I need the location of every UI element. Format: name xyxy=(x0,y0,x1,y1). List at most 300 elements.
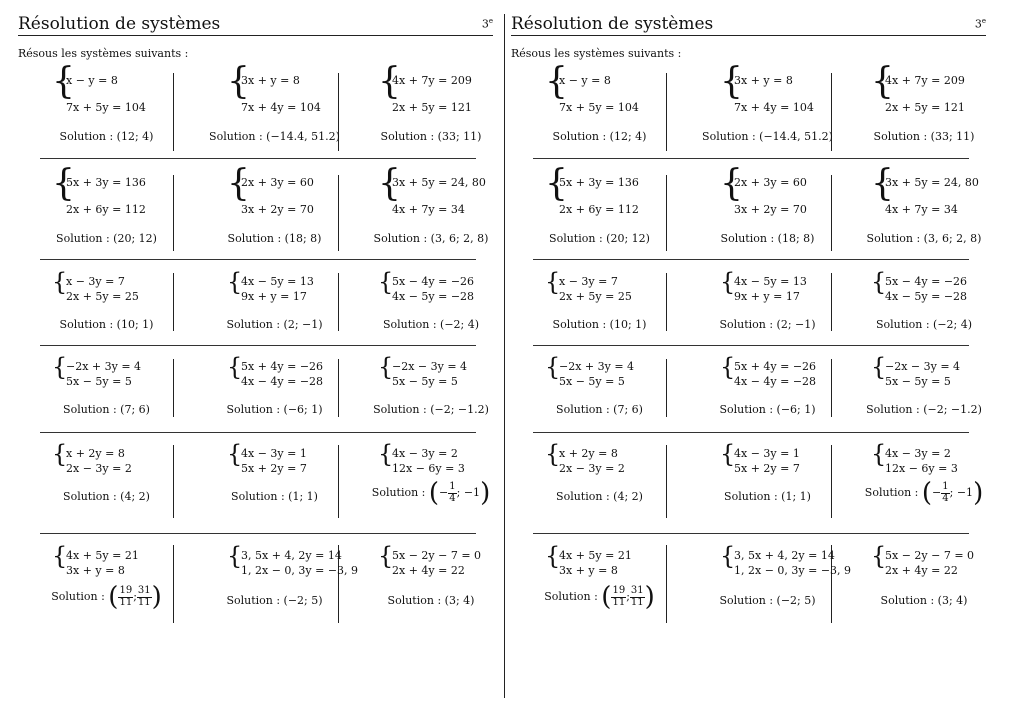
equation-2: 4x + 7y = 34 xyxy=(392,203,465,216)
instruction-text: Résous les systèmes suivants : xyxy=(511,47,682,60)
equation-1: x − y = 8 xyxy=(66,74,118,87)
column-divider xyxy=(173,273,174,331)
equation-1: 5x − 4y = −26 xyxy=(392,275,475,288)
system-exercise xyxy=(356,540,506,630)
page-title: Résolution de systèmes xyxy=(18,14,221,34)
right-paren: ) xyxy=(644,582,655,612)
system-exercise xyxy=(192,163,357,258)
column-divider xyxy=(173,175,174,251)
brace-symbol: { xyxy=(545,268,561,296)
equation-2: 2x − 3y = 2 xyxy=(559,462,625,475)
system-exercise xyxy=(685,440,850,525)
brace-symbol: { xyxy=(545,163,568,204)
exercise-row xyxy=(533,163,982,258)
fraction-denominator: 4 xyxy=(942,492,949,504)
brace-symbol: { xyxy=(871,542,887,570)
solution-value: (−14.4, 51.2) xyxy=(759,130,833,143)
page-title: Résolution de systèmes xyxy=(511,14,714,34)
solution-line xyxy=(40,582,173,612)
solution-line xyxy=(849,478,999,508)
solution-value: (12; 4) xyxy=(609,130,647,143)
solution-line xyxy=(40,130,173,143)
solution-prefix: Solution : xyxy=(556,490,610,503)
equation-2: 7x + 4y = 104 xyxy=(241,101,321,114)
equation-1: 2x + 3y = 60 xyxy=(241,176,314,189)
equation-1: 4x + 7y = 209 xyxy=(392,74,472,87)
equation-2: 1, 2x − 0, 3y = −3, 9 xyxy=(734,564,852,577)
equation-2: 4x − 4y = −28 xyxy=(241,375,324,388)
column-divider xyxy=(173,545,174,623)
system-exercise xyxy=(849,163,999,258)
solution-prefix: Solution : xyxy=(544,590,598,603)
system-exercise xyxy=(192,354,357,424)
solution-line xyxy=(685,490,850,503)
solution-line xyxy=(192,130,357,143)
column-divider xyxy=(666,73,667,151)
system-exercise xyxy=(356,268,506,338)
brace-symbol: { xyxy=(227,163,250,204)
system-exercise xyxy=(192,540,357,630)
brace-symbol: { xyxy=(52,61,75,102)
page-header xyxy=(511,14,986,34)
solution-prefix: Solution : xyxy=(59,318,114,331)
equation-1: −2x − 3y = 4 xyxy=(885,360,961,373)
system-exercise xyxy=(533,163,666,258)
equation-1: 5x + 4y = −26 xyxy=(734,360,817,373)
equation-1: 3x + y = 8 xyxy=(241,74,300,87)
equation-1: 4x − 3y = 1 xyxy=(241,447,307,460)
brace-symbol: { xyxy=(378,440,394,468)
solution-value: (7; 6) xyxy=(120,403,150,416)
solution-value: (1; 1) xyxy=(288,490,318,503)
equation-2: 7x + 5y = 104 xyxy=(66,101,146,114)
solution-value: (4; 2) xyxy=(613,490,643,503)
title-underline xyxy=(18,35,493,36)
system-exercise xyxy=(685,354,850,424)
exercise-row xyxy=(533,353,982,424)
equation-2: 2x + 4y = 22 xyxy=(392,564,465,577)
exercise-row xyxy=(533,61,975,158)
equation-2: 3x + 2y = 70 xyxy=(734,203,807,216)
solution-line xyxy=(849,318,999,331)
semicolon: ; xyxy=(626,590,630,603)
solution-prefix: Solution : xyxy=(231,490,285,503)
solution-prefix: Solution : xyxy=(552,318,607,331)
solution-line xyxy=(40,232,173,245)
solution-value: (33; 11) xyxy=(437,130,482,143)
system-exercise xyxy=(533,268,666,338)
solution-value: (20; 12) xyxy=(113,232,157,245)
fraction-numerator: 31 xyxy=(137,585,151,596)
fraction xyxy=(941,482,949,504)
equation-1: x + 2y = 8 xyxy=(559,447,618,460)
brace-symbol: { xyxy=(52,163,75,204)
left-paren: ( xyxy=(921,478,933,508)
equation-1: 3x + 5y = 24, 80 xyxy=(885,176,979,189)
fraction-denominator: 4 xyxy=(449,492,456,504)
solution-value: (−2; 4) xyxy=(440,318,480,331)
system-exercise xyxy=(685,268,850,338)
solution-prefix: Solution : xyxy=(702,130,756,143)
brace-symbol: { xyxy=(52,268,68,296)
solution-line xyxy=(533,232,666,245)
solution-value: (−2; 5) xyxy=(776,594,816,607)
system-exercise xyxy=(685,540,850,630)
grade-level-suffix: e xyxy=(488,17,493,25)
solution-rest: ; −1 xyxy=(949,486,974,499)
row-divider xyxy=(40,533,476,534)
system-exercise xyxy=(192,440,357,525)
fraction-denominator: 11 xyxy=(119,596,133,608)
fraction-denominator: 11 xyxy=(630,596,644,608)
right-paren: ) xyxy=(480,478,491,508)
exercise-row xyxy=(40,61,482,158)
column-divider xyxy=(666,175,667,251)
solution-prefix: Solution : xyxy=(209,130,263,143)
solution-value: (−2; 5) xyxy=(283,594,323,607)
system-exercise xyxy=(40,268,173,338)
right-paren: ) xyxy=(973,478,984,508)
row-divider xyxy=(40,345,476,346)
equation-1: 3x + 5y = 24, 80 xyxy=(392,176,486,189)
exercise-row xyxy=(40,268,480,338)
solution-line xyxy=(356,232,506,245)
brace-symbol: { xyxy=(378,163,401,204)
equation-2: 5x + 2y = 7 xyxy=(734,462,800,475)
brace-symbol: { xyxy=(378,268,394,296)
equation-1: −2x + 3y = 4 xyxy=(559,360,635,373)
solution-line xyxy=(685,403,850,416)
page-header xyxy=(18,14,493,34)
system-exercise xyxy=(685,163,850,258)
system-exercise xyxy=(356,61,506,158)
solution-line xyxy=(685,232,850,245)
equation-1: 4x + 5y = 21 xyxy=(66,549,139,562)
equation-2: 12x − 6y = 3 xyxy=(885,462,958,475)
grade-level-number: 3 xyxy=(974,17,982,31)
solution-prefix: Solution : xyxy=(59,130,114,143)
equation-2: 2x + 5y = 121 xyxy=(885,101,965,114)
solution-prefix: Solution : xyxy=(724,490,778,503)
row-divider xyxy=(533,345,969,346)
solution-prefix: Solution : xyxy=(51,590,105,603)
exercise-row xyxy=(40,540,482,630)
brace-symbol: { xyxy=(871,440,887,468)
solution-value: (−2; 4) xyxy=(933,318,973,331)
fraction-sign: − xyxy=(439,486,449,499)
solution-line xyxy=(685,318,850,331)
system-exercise xyxy=(849,61,999,158)
equation-1: x − 3y = 7 xyxy=(559,275,618,288)
solution-value: (4; 2) xyxy=(120,490,150,503)
solution-value: (2; −1) xyxy=(776,318,816,331)
solution-rest: ; −1 xyxy=(456,486,481,499)
solution-value: (33; 11) xyxy=(930,130,975,143)
fraction-numerator: 31 xyxy=(630,585,644,596)
fraction xyxy=(448,482,456,504)
fraction-numerator: 1 xyxy=(449,481,456,492)
brace-symbol: { xyxy=(227,268,243,296)
equation-1: 3, 5x + 4, 2y = 14 xyxy=(734,549,835,562)
solution-prefix: Solution : xyxy=(371,486,426,499)
solution-line xyxy=(40,490,173,503)
brace-symbol: { xyxy=(378,542,394,570)
equation-1: 4x − 3y = 2 xyxy=(885,447,951,460)
grade-level-number: 3 xyxy=(481,17,489,31)
brace-symbol: { xyxy=(545,353,561,381)
right-paren: ) xyxy=(151,582,162,612)
fraction-x xyxy=(611,586,626,608)
brace-symbol: { xyxy=(545,440,561,468)
equation-2: 4x − 5y = −28 xyxy=(885,290,968,303)
solution-value: (−6; 1) xyxy=(776,403,816,416)
solution-prefix: Solution : xyxy=(719,318,774,331)
brace-symbol: { xyxy=(52,353,68,381)
brace-symbol: { xyxy=(871,353,887,381)
exercise-row xyxy=(533,540,975,630)
equation-2: 2x + 5y = 25 xyxy=(66,290,139,303)
equation-2: 7x + 5y = 104 xyxy=(559,101,639,114)
equation-1: 4x + 7y = 209 xyxy=(885,74,965,87)
equation-2: 5x − 5y = 5 xyxy=(392,375,458,388)
fraction-sign: − xyxy=(932,486,942,499)
exercise-row xyxy=(40,163,489,258)
worksheet-left xyxy=(18,0,493,715)
equation-1: x + 2y = 8 xyxy=(66,447,125,460)
exercise-row xyxy=(40,440,491,525)
brace-symbol: { xyxy=(871,268,887,296)
solution-value: (3; 4) xyxy=(444,594,475,607)
system-exercise xyxy=(533,61,666,158)
brace-symbol: { xyxy=(720,268,736,296)
solution-prefix: Solution : xyxy=(864,486,919,499)
solution-line xyxy=(40,403,173,416)
solution-value: (−2; −1.2) xyxy=(923,403,982,416)
equation-2: 5x + 2y = 7 xyxy=(241,462,307,475)
grade-level xyxy=(482,17,493,31)
equation-1: x − 3y = 7 xyxy=(66,275,125,288)
solution-prefix: Solution : xyxy=(719,594,774,607)
grade-level xyxy=(975,17,986,31)
brace-symbol: { xyxy=(871,163,894,204)
system-exercise xyxy=(40,61,173,158)
left-paren: ( xyxy=(428,478,440,508)
solution-prefix: Solution : xyxy=(720,232,775,245)
fraction-denominator: 11 xyxy=(137,596,151,608)
solution-prefix: Solution : xyxy=(63,490,117,503)
equation-1: 4x − 5y = 13 xyxy=(241,275,314,288)
equation-1: 3x + y = 8 xyxy=(734,74,793,87)
row-divider xyxy=(533,432,969,433)
fraction-numerator: 19 xyxy=(612,585,626,596)
equation-1: 5x + 3y = 136 xyxy=(66,176,146,189)
solution-prefix: Solution : xyxy=(227,232,282,245)
solution-prefix: Solution : xyxy=(226,403,281,416)
solution-prefix: Solution : xyxy=(719,403,774,416)
solution-value: (−2; −1.2) xyxy=(430,403,489,416)
system-exercise xyxy=(356,440,506,525)
fraction-y xyxy=(137,586,152,608)
system-exercise xyxy=(533,354,666,424)
solution-value: (12; 4) xyxy=(116,130,154,143)
equation-2: 2x + 6y = 112 xyxy=(559,203,639,216)
equation-1: 2x + 3y = 60 xyxy=(734,176,807,189)
solution-value: (3; 4) xyxy=(937,594,968,607)
solution-prefix: Solution : xyxy=(373,403,427,416)
solution-prefix: Solution : xyxy=(880,594,935,607)
solution-prefix: Solution : xyxy=(382,318,437,331)
solution-line xyxy=(685,594,850,607)
solution-prefix: Solution : xyxy=(866,232,921,245)
equation-2: 1, 2x − 0, 3y = −3, 9 xyxy=(241,564,359,577)
equation-1: 5x + 3y = 136 xyxy=(559,176,639,189)
brace-symbol: { xyxy=(227,440,243,468)
system-exercise xyxy=(533,440,666,525)
solution-prefix: Solution : xyxy=(226,318,281,331)
solution-line xyxy=(192,232,357,245)
brace-symbol: { xyxy=(720,542,736,570)
system-exercise xyxy=(192,268,357,338)
solution-line xyxy=(356,403,506,416)
fraction-denominator: 11 xyxy=(612,596,626,608)
system-exercise xyxy=(849,540,999,630)
solution-value: (1; 1) xyxy=(781,490,811,503)
equation-1: 4x − 3y = 2 xyxy=(392,447,458,460)
equation-2: 3x + y = 8 xyxy=(66,564,125,577)
equation-2: 9x + y = 17 xyxy=(734,290,800,303)
fraction-numerator: 19 xyxy=(119,585,133,596)
equation-2: 4x − 5y = −28 xyxy=(392,290,475,303)
exercise-row xyxy=(533,268,973,338)
solution-line xyxy=(533,318,666,331)
solution-line xyxy=(533,490,666,503)
brace-symbol: { xyxy=(720,440,736,468)
equation-2: 2x + 5y = 121 xyxy=(392,101,472,114)
solution-prefix: Solution : xyxy=(373,232,428,245)
system-exercise xyxy=(40,163,173,258)
equation-1: 3, 5x + 4, 2y = 14 xyxy=(241,549,342,562)
fraction-y xyxy=(630,586,645,608)
solution-line xyxy=(192,318,357,331)
system-exercise xyxy=(40,354,173,424)
exercise-row xyxy=(533,440,984,525)
column-divider xyxy=(173,359,174,417)
left-paren: ( xyxy=(601,582,612,612)
solution-value: (10; 1) xyxy=(609,318,647,331)
brace-symbol: { xyxy=(871,61,894,102)
brace-symbol: { xyxy=(545,542,561,570)
solution-value: (18; 8) xyxy=(284,232,322,245)
brace-symbol: { xyxy=(378,61,401,102)
brace-symbol: { xyxy=(52,440,68,468)
brace-symbol: { xyxy=(227,542,243,570)
equation-2: 5x − 5y = 5 xyxy=(885,375,951,388)
column-divider xyxy=(666,545,667,623)
fraction-numerator: 1 xyxy=(942,481,949,492)
equation-1: 5x + 4y = −26 xyxy=(241,360,324,373)
solution-line xyxy=(849,403,999,416)
system-exercise xyxy=(356,354,506,424)
system-exercise xyxy=(192,61,357,158)
system-exercise xyxy=(356,163,506,258)
brace-symbol: { xyxy=(720,353,736,381)
column-divider xyxy=(666,273,667,331)
solution-line xyxy=(356,594,506,607)
solution-prefix: Solution : xyxy=(873,130,928,143)
solution-line xyxy=(40,318,173,331)
equation-2: 2x + 4y = 22 xyxy=(885,564,958,577)
system-exercise xyxy=(40,540,173,630)
solution-line xyxy=(356,478,506,508)
system-exercise xyxy=(533,540,666,630)
solution-value: (3, 6; 2, 8) xyxy=(923,232,982,245)
solution-prefix: Solution : xyxy=(552,130,607,143)
equation-2: 5x − 5y = 5 xyxy=(559,375,625,388)
solution-line xyxy=(849,594,999,607)
solution-value: (−6; 1) xyxy=(283,403,323,416)
brace-symbol: { xyxy=(378,353,394,381)
solution-value: (18; 8) xyxy=(777,232,815,245)
solution-prefix: Solution : xyxy=(387,594,442,607)
solution-line xyxy=(685,130,850,143)
semicolon: ; xyxy=(133,590,137,603)
brace-symbol: { xyxy=(227,353,243,381)
solution-value: (3, 6; 2, 8) xyxy=(430,232,489,245)
brace-symbol: { xyxy=(227,61,250,102)
solution-value: (7; 6) xyxy=(613,403,643,416)
solution-value: (10; 1) xyxy=(116,318,154,331)
brace-symbol: { xyxy=(52,542,68,570)
grade-level-suffix: e xyxy=(981,17,986,25)
exercise-row xyxy=(40,353,489,424)
solution-prefix: Solution : xyxy=(56,232,110,245)
equation-2: 4x − 4y = −28 xyxy=(734,375,817,388)
solution-line xyxy=(192,490,357,503)
system-exercise xyxy=(40,440,173,525)
solution-prefix: Solution : xyxy=(380,130,435,143)
solution-prefix: Solution : xyxy=(556,403,610,416)
row-divider xyxy=(40,259,476,260)
column-divider xyxy=(666,359,667,417)
equation-2: 2x + 6y = 112 xyxy=(66,203,146,216)
system-exercise xyxy=(849,440,999,525)
equation-1: 4x − 3y = 1 xyxy=(734,447,800,460)
system-exercise xyxy=(849,268,999,338)
solution-value: (2; −1) xyxy=(283,318,323,331)
equation-2: 3x + y = 8 xyxy=(559,564,618,577)
solution-line xyxy=(533,582,666,612)
solution-prefix: Solution : xyxy=(63,403,117,416)
row-divider xyxy=(533,259,969,260)
equation-2: 12x − 6y = 3 xyxy=(392,462,465,475)
row-divider xyxy=(40,432,476,433)
equation-2: 7x + 4y = 104 xyxy=(734,101,814,114)
equation-2: 4x + 7y = 34 xyxy=(885,203,958,216)
solution-value: (20; 12) xyxy=(606,232,650,245)
brace-symbol: { xyxy=(720,61,743,102)
equation-1: −2x − 3y = 4 xyxy=(392,360,468,373)
solution-line xyxy=(533,130,666,143)
equation-1: −2x + 3y = 4 xyxy=(66,360,142,373)
equation-2: 2x − 3y = 2 xyxy=(66,462,132,475)
solution-prefix: Solution : xyxy=(226,594,281,607)
system-exercise xyxy=(685,61,850,158)
solution-line xyxy=(356,130,506,143)
equation-2: 9x + y = 17 xyxy=(241,290,307,303)
instruction-text: Résous les systèmes suivants : xyxy=(18,47,189,60)
brace-symbol: { xyxy=(720,163,743,204)
solution-line xyxy=(849,130,999,143)
